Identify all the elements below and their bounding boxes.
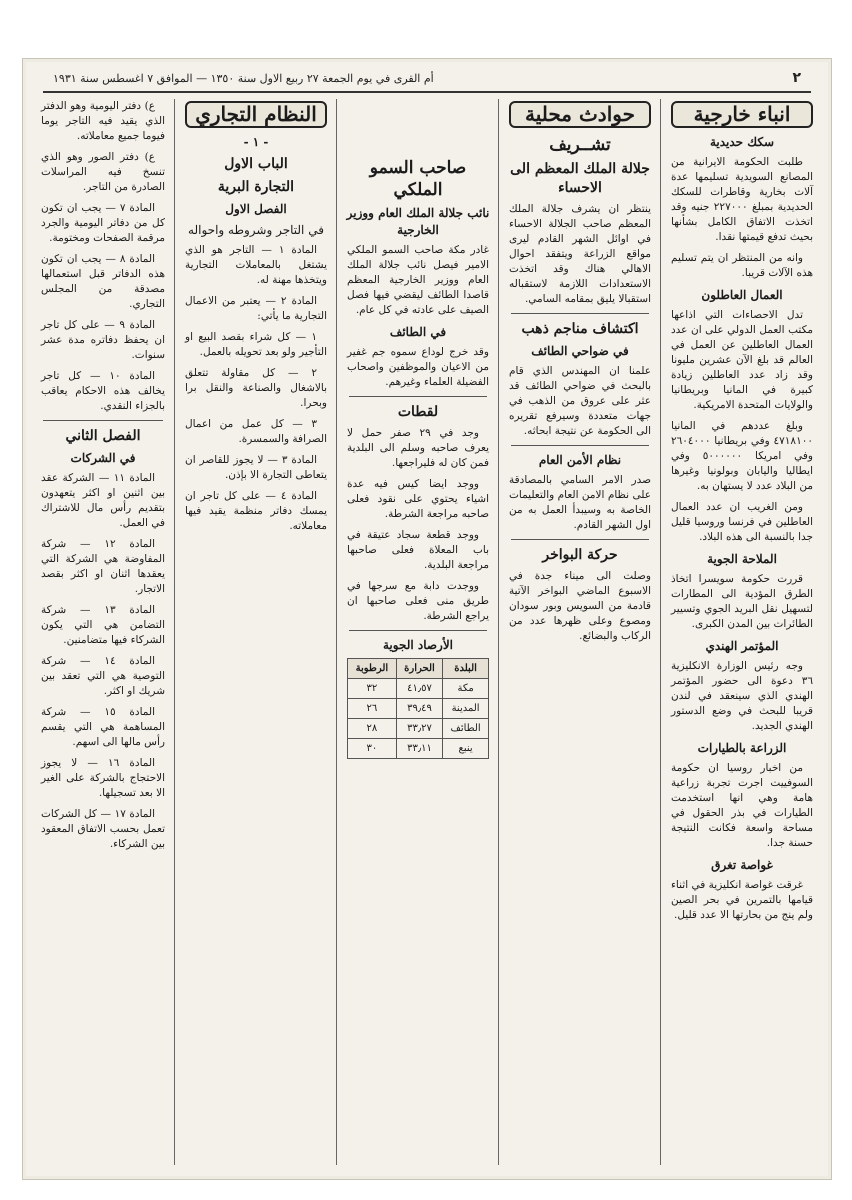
company-article: المادة ١٧ — كل الشركات تعمل بحسب الاتفاق المعقود بين الشركاء.	[41, 808, 165, 850]
foreign-item-head: المؤتمر الهندي	[705, 639, 779, 653]
company-article: المادة ١٥ — شركة المساهمة هي التي يقسم رأس مالها الى اسهم.	[41, 706, 165, 748]
weather-cell: مكة	[443, 679, 489, 699]
foreign-item-body: من اخبار روسيا ان حكومة السوفييت اجرت تجربة زراعية هامة وهي انها استخدمت الطيارات في بذر الحقول في مساحة واسعة فكانت النتيجة حسنة جدا.	[671, 762, 813, 849]
weather-row	[348, 699, 489, 719]
weather-col-header: الرطوبة	[348, 659, 397, 679]
column-foreign-news	[667, 99, 817, 1165]
foreign-item-body: غرقت غواصة انكليزية في اثناء قيامها بالتمرين في بحر الصين ولم ينج من بحارتها الا عدد قليل.	[671, 879, 813, 921]
divider	[349, 630, 487, 631]
trade-article: المادة ١ — التاجر هو الذي يشتغل بالمعاملات التجارية ويتخذها مهنة له.	[185, 244, 327, 286]
section-subtitle: في التاجر وشروطه واحواله	[188, 223, 324, 237]
prince-body: غادر مكة صاحب السمو الملكي الامير فيصل نائب جلالة الملك العام ووزير الخارجية المعظم قاصدا الطائف ليقضي فيها فصل الصيف على عادته في كل عام.	[347, 244, 489, 316]
weather-body	[348, 679, 489, 759]
honor-title: تشــريف	[549, 135, 611, 155]
foreign-item-head: العمال العاطلون	[701, 288, 783, 302]
taif-body: وقد خرج لوداع سموه جم غفير من الاعيان والموظفين واصحاب الفضيلة العلماء وغيرهم.	[347, 346, 489, 388]
lost-item: ووجد قطعة سجاد عتيقة في باب المعلاة فعلى صاحبها مراجعة البلدية.	[347, 529, 489, 571]
weather-cell: ٣٣٫٢٧	[396, 719, 442, 739]
weather-header-row	[348, 659, 489, 679]
trade-number: - ١ -	[243, 135, 269, 149]
trade-article: المادة ٨ — يجب ان تكون هذه الدفاتر قبل استعمالها مصدقة من المجلس التجاري.	[41, 253, 165, 310]
prince-title: صاحب السمو الملكي	[369, 158, 467, 200]
column-separator	[174, 99, 175, 1165]
chapter-subtitle: التجارة البرية	[217, 179, 295, 195]
trade-article: ع) دفتر اليومية وهو الدفتر الذي يقيد فيه التاجر يوما فيوما جميع معاملاته.	[41, 100, 165, 142]
company-article: المادة ١٦ — لا يجوز الاحتجاج بالشركة على الغير الا بعد تسجيلها.	[41, 757, 165, 799]
weather-cell: ٣٠	[348, 739, 397, 759]
foreign-item-body: وبلغ عددهم في المانيا ٤٧١٨١٠٠ وفي بريطانيا ٢٦٠٤٠٠٠ وفي امريكا ٥٠٠٠٠٠٠ وفي ايطاليا واليابان وبولونيا وغيرها من البلاد عدد لا يستهان به.	[671, 420, 813, 492]
trade-article: المادة ٧ — يجب ان تكون كل من دفاتر اليومية والجرد مرقمة الصفحات ومختومة.	[41, 202, 165, 244]
lost-item: وجد في ٢٩ صفر حمل لا يعرف صاحبه وسلم الى البلدية فمن كان له فليراجعها.	[347, 427, 489, 469]
weather-col-header: الحرارة	[396, 659, 442, 679]
foreign-item-head: الملاحة الجوية	[707, 552, 777, 566]
weather-cell: ٢٦	[348, 699, 397, 719]
taif-head: في الطائف	[389, 325, 447, 339]
folio-line	[53, 69, 801, 87]
chapter-title: الباب الاول	[224, 156, 288, 172]
foreign-item-body: وجه رئيس الوزارة الانكليزية ٣٦ دعوة الى حضور المؤتمر الهندي الذي سينعقد في لندن قريبا للبحث في وضع الدستور الهندي الجديد.	[671, 660, 813, 732]
weather-cell: ينبع	[443, 739, 489, 759]
column-separator	[660, 99, 661, 1165]
foreign-item-head: سكك حديدية	[709, 135, 775, 149]
lost-item: ووجد ايضا كيس فيه عدة اشياء يحتوي على نقود فعلى صاحبه مراجعة الشرطة.	[347, 478, 489, 520]
ships-body: وصلت الى ميناء جدة في الاسبوع الماضي البواخر الآتية قادمة من السويس وبور سودان ومصوع وعلى ظهرها عدد من الركاب والبضائع.	[509, 570, 651, 642]
gold-body: علمنا ان المهندس الذي قام بالبحث في ضواحي الطائف قد عثر على عروق من الذهب في جهات متعددة وسيرفع تقريره الى الحكومة عن نتيجة ابحاثه.	[509, 365, 651, 437]
weather-cell: المدينة	[443, 699, 489, 719]
company-article: المادة ١٢ — شركة المفاوضة هي الشركة التي يعقدها اثنان او اكثر بقصد الاتجار.	[41, 538, 165, 595]
column-local-news	[505, 99, 655, 1165]
section2-subtitle: في الشركات	[70, 451, 136, 465]
foreign-item-body: تدل الاحصاءات التي اذاعها مكتب العمل الدولي على ان عدد العمال العاطلين عن العمل في العالم قد بلغ الآن عشرين مليونا وقد زاد عدد العاطلين زيادة كبيرة في المانيا وبريطانيا والولايات المتحدة الامريكية.	[671, 309, 813, 411]
weather-row	[348, 739, 489, 759]
trade-article: المادة ٢ — يعتبر من الاعمال التجارية ما يأتي:	[185, 295, 327, 322]
trade-article: المادة ١٠ — كل تاجر يخالف هذه الاحكام يعاقب بالجزاء النقدي.	[41, 370, 165, 412]
trade2-articles2-list	[37, 471, 169, 852]
divider	[511, 313, 649, 314]
divider	[349, 396, 487, 397]
columns	[37, 99, 817, 1165]
trade-article: ٣ — كل عمل من اعمال الصرافة والسمسرة.	[185, 418, 327, 445]
paper	[23, 59, 831, 1179]
lost-item: ووجدت دابة مع سرجها في طريق منى فعلى صاحبها ان يراجع الشرطة.	[347, 580, 489, 622]
gold-subtitle: في ضواحي الطائف	[531, 344, 629, 358]
divider	[511, 445, 649, 446]
weather-row	[348, 719, 489, 739]
company-article: المادة ١٣ — شركة التضامن هي التي يكون الشركاء فيها متضامنين.	[41, 604, 165, 646]
honor-body: ينتظر ان يشرف جلالة الملك المعظم صاحب الجلالة الاحساء في اوائل الشهر القادم ليرى مواقع الزراعة ويتفقد احوال الاهالي هناك وقد اتخذت الاستعدادات اللازمة لاستقباله استقبالا يليق بمقامه السامي.	[509, 203, 651, 305]
weather-cell: ٣٩٫٤٩	[396, 699, 442, 719]
column-trade-law	[181, 99, 331, 1165]
column-trade-law-cont	[37, 99, 169, 1165]
divider	[43, 420, 163, 421]
lost-items-head: لقطات	[397, 404, 439, 420]
foreign-news-list	[667, 134, 817, 923]
trade-article: المادة ٩ — على كل تاجر ان يحفظ دفاتره مدة عشر سنوات.	[41, 319, 165, 361]
ships-title: حركة البواخر	[542, 547, 618, 563]
foreign-item-head: الزراعة بالطيارات	[697, 741, 787, 755]
masthead-foreign-news: انباء خارجية	[671, 101, 813, 128]
masthead-trade-law: النظام التجاري	[185, 101, 327, 128]
trade2-articles-list	[37, 99, 169, 414]
divider	[511, 539, 649, 540]
section-title: الفصل الاول	[225, 202, 287, 216]
company-article: المادة ١١ — الشركة عقد بين اثنين او اكثر يتعهدون بتقديم رأس مال للاشتراك في العمل.	[41, 472, 165, 529]
weather-cell: ٣٣٫١١	[396, 739, 442, 759]
top-rule	[43, 91, 811, 93]
company-article: المادة ١٤ — شركة التوصية هي التي تعقد بين شريك او اكثر.	[41, 655, 165, 697]
weather-head: الأرصاد الجوية	[382, 638, 454, 652]
page-number: ٢	[792, 70, 801, 86]
foreign-item-head: غواصة تغرق	[711, 858, 773, 872]
foreign-item-body: طلبت الحكومة الايرانية من المصانع السويدية تسليمها عدة آلات بخارية وقاطرات للسكك الحديدية بمبلغ ٢٢٧٠٠٠ جنيه وقد اتخذت الاتفاق الكامل بشأنها بحيث تدفع قيمتها نقدا.	[671, 156, 813, 243]
weather-col-header: البلدة	[443, 659, 489, 679]
weather-cell: ٣٢	[348, 679, 397, 699]
column-royal-news	[343, 99, 493, 1165]
weather-cell: ٤١٫٥٧	[396, 679, 442, 699]
foreign-item-body: وانه من المنتظر ان يتم تسليم هذه الآلات قريبا.	[671, 252, 813, 279]
gold-title: اكتشاف مناجم ذهب	[521, 321, 639, 337]
weather-row	[348, 679, 489, 699]
security-title: نظام الأمن العام	[538, 453, 622, 467]
masthead-local-news: حوادث محلية	[509, 101, 651, 128]
trade-article: ٢ — كل مقاولة تتعلق بالاشغال والصناعة والنقل برا وبحرا.	[185, 367, 327, 409]
trade-articles-list	[181, 243, 331, 534]
weather-cell: الطائف	[443, 719, 489, 739]
weather-cell: ٢٨	[348, 719, 397, 739]
foreign-item-body: ومن الغريب ان عدد العمال العاطلين في فرنسا وروسيا قليل جدا بالنسبة الى هذه البلاد.	[671, 501, 813, 543]
weather-table	[347, 658, 489, 759]
dateline: أم القرى في يوم الجمعة ٢٧ ربيع الاول سنة ١٣٥٠ — الموافق ٧ اغسطس سنة ١٩٣١	[53, 71, 434, 85]
trade-article: ع) دفتر الصور وهو الذي تنسخ فيه المراسلات الصادرة من التاجر.	[41, 151, 165, 193]
trade-article: المادة ٣ — لا يجوز للقاصر ان يتعاطى التجارة الا بإذن.	[185, 454, 327, 481]
newspaper-page	[22, 58, 832, 1180]
foreign-item-body: قررت حكومة سويسرا اتخاذ الطرق المؤدية الى المطارات لتسهيل نقل البريد الجوي وتسيير الطائرات بين المدن الكبرى.	[671, 573, 813, 630]
honor-subtitle: جلالة الملك المعظم الى الاحساء	[510, 161, 650, 196]
lost-items-list	[343, 426, 493, 624]
section2-title: الفصل الثاني	[65, 428, 141, 444]
security-body: صدر الامر السامي بالمصادقة على نظام الامن العام والتعليمات الخاصة به وسيبدأ العمل به من اول الشهر القادم.	[509, 474, 651, 531]
trade-article: المادة ٤ — على كل تاجر ان يمسك دفاتر منظمة يقيد فيها معاملاته.	[185, 490, 327, 532]
prince-subtitle: نائب جلالة الملك العام ووزير الخارجية	[346, 206, 490, 237]
column-separator	[336, 99, 337, 1165]
column-separator	[498, 99, 499, 1165]
trade-article: ١ — كل شراء بقصد البيع او التأجير ولو بعد تحويله بالعمل.	[185, 331, 327, 358]
